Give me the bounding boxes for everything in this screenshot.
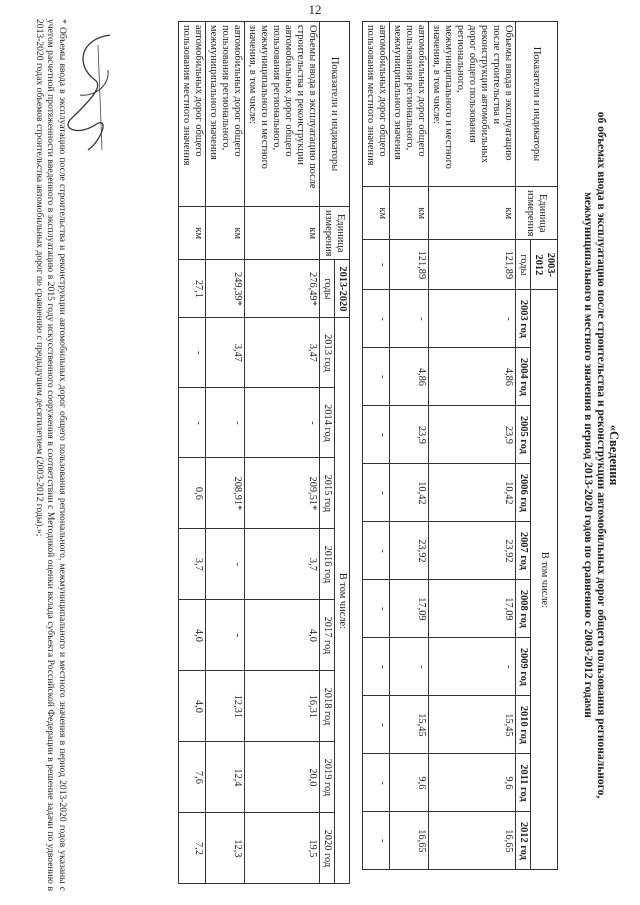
header-including: В том числе: [531,290,558,870]
cell-value: 9,6 [429,754,516,812]
header-year: 2010 год [516,696,531,754]
cell-value: - [206,388,245,458]
row-total: 27,1 [179,260,206,318]
cell-value: 4,86 [390,348,429,406]
cell-value: - [179,318,206,388]
cell-value: - [363,348,390,406]
cell-value: - [363,290,390,348]
cell-value: 10,42 [390,464,429,522]
cell-value: 15,45 [390,696,429,754]
header-period: 2003-2012 [531,240,558,290]
cell-value: 9,6 [390,754,429,812]
document-subtitle-line1: об объемах ввода в эксплуатацию после строительства и реконструкции автомобильных дорог общего пользования регионального, [595,111,607,799]
header-year: 2011 год [516,754,531,812]
cell-value: - [363,522,390,580]
table-row [206,22,245,884]
row-unit: км [429,187,516,240]
header-year: 2016 год [320,529,335,600]
row-total: 276,49* [245,260,320,318]
cell-value: 208,91* [206,458,245,529]
cell-value: 3,47 [206,318,245,388]
row-label: автомобильных дорог общего пользования регионального, межмуниципального значения [206,22,245,207]
header-year: 2018 год [320,671,335,742]
cell-value: - [363,406,390,464]
cell-value: 16,31 [245,671,320,742]
cell-value: 12,3 [206,813,245,884]
cell-value: 23,92 [429,522,516,580]
document-subtitle-line2: межмуниципального и местного значения в период 2013-2020 годов по сравнению с 2003-2012 годами [582,192,594,718]
header-year: 2012 год [516,812,531,870]
cell-value: 4,0 [179,600,206,671]
cell-value: 10,42 [429,464,516,522]
table-row [363,22,390,870]
row-unit: км [245,207,320,260]
cell-value: 7,6 [179,742,206,813]
cell-value: - [390,638,429,696]
row-total: 249,39* [206,260,245,318]
header-indicators: Показатели и индикаторы [516,22,558,187]
cell-value: 20,0 [245,742,320,813]
cell-value: 7,2 [179,813,206,884]
row-label: автомобильных дорог общего пользования местного значения [179,22,206,207]
cell-value: 3,7 [179,529,206,600]
header-year: 2009 год [516,638,531,696]
cell-value: 23,92 [390,522,429,580]
cell-value: 17,09 [429,580,516,638]
cell-value: - [363,580,390,638]
cell-value: - [390,290,429,348]
row-total: 121,89 [390,240,429,290]
row-label: автомобильных дорог общего пользования регионального, межмуниципального значения [390,22,429,187]
cell-value: 15,45 [429,696,516,754]
row-unit: км [390,187,429,240]
header-year: 2006 год [516,464,531,522]
cell-value: - [245,388,320,458]
header-year: 2020 год [320,813,335,884]
header-year: 2003 год [516,290,531,348]
document-title: «Сведения [607,424,621,486]
row-label: Объемы ввода в эксплуатацию после строительства и реконструкции автомобильных дорог общего пользования регионального, межмуниципального и местного значения, в том числе: [429,22,516,187]
table-row [429,22,516,870]
header-year: 2014 год [320,388,335,458]
cell-value: - [206,529,245,600]
header-period-sub: годы [516,240,531,290]
row-total: 121,89 [429,240,516,290]
cell-value: - [363,638,390,696]
header-year: 2007 год [516,522,531,580]
header-unit: Единица измерения [516,187,558,240]
cell-value: - [363,696,390,754]
cell-value: - [206,600,245,671]
row-label: автомобильных дорог общего пользования местного значения [363,22,390,187]
table-row [245,22,320,884]
header-year: 2017 год [320,600,335,671]
row-total: - [363,240,390,290]
header-period-sub: годы [320,260,335,318]
cell-value: 23,9 [429,406,516,464]
header-period: 2013-2020 [335,260,350,318]
rotated-content [20,15,620,895]
cell-value: 12,4 [206,742,245,813]
cell-value: - [179,388,206,458]
cell-value: - [363,464,390,522]
header-year: 2019 год [320,742,335,813]
cell-value: 19,5 [245,813,320,884]
cell-value: 209,51* [245,458,320,529]
row-label: Объемы ввода в эксплуатацию после строительства и реконструкции автомобильных дорог общего пользования регионального, межмуниципального и местного значения, в том числе: [245,22,320,207]
cell-value: 0,6 [179,458,206,529]
table-row [390,22,429,870]
cell-value: - [363,754,390,812]
header-year: 2005 год [516,406,531,464]
header-indicators: Показатели и индикаторы [320,22,350,207]
header-year: 2008 год [516,580,531,638]
table-row [179,22,206,884]
header-unit: Единица измерения [320,207,350,260]
row-unit: км [206,207,245,260]
row-unit: км [363,187,390,240]
cell-value: 23,9 [390,406,429,464]
footnote: * Объемы ввода в эксплуатацию после строительства и реконструкции автомобильных дорог общего пользования регионального, межмуниципального и местного значения в период 2013-2020 годов указаны с учетом расчетной протяженности введенного в эксплуатацию в 2015 году искусственного сооружения в соответствии с Методикой оценки вклада субъекта Российской Федерации в решение задачи по удвоению в 2013-2020 годах объемов строительства автомобильных дорог по сравнению с предыдущим десятилетием (2003-2012 годы).»; [34,19,68,891]
cell-value: 4,86 [429,348,516,406]
cell-value: 4,0 [179,671,206,742]
cell-value: 17,09 [390,580,429,638]
table-2003-2012 [362,21,558,870]
cell-value: - [429,290,516,348]
cell-value: - [429,638,516,696]
row-unit: км [179,207,206,260]
cell-value: 16,65 [429,812,516,870]
table-2013-2020 [178,21,350,884]
cell-value: - [363,812,390,870]
cell-value: 3,47 [245,318,320,388]
header-including: В том числе: [335,318,350,884]
cell-value: 3,7 [245,529,320,600]
header-year: 2013 год [320,318,335,388]
header-year: 2004 год [516,348,531,406]
cell-value: 4,0 [245,600,320,671]
page-number: 12 [308,2,322,17]
cell-value: 12,31 [206,671,245,742]
cell-value: 16,65 [390,812,429,870]
header-year: 2015 год [320,458,335,529]
